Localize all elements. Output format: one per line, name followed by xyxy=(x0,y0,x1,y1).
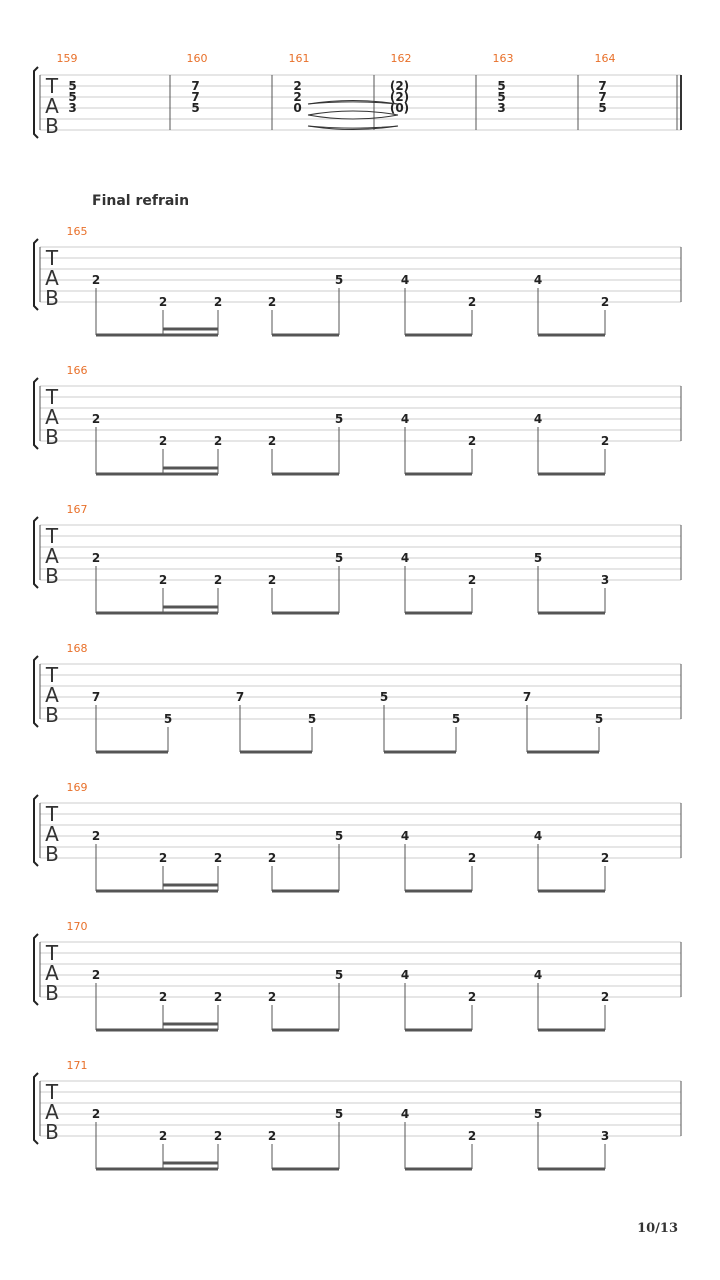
measure-number: 168 xyxy=(66,642,88,655)
fret-number: 2 xyxy=(158,434,168,448)
tab-clef-letter: T xyxy=(45,663,59,687)
tab-clef-letter: A xyxy=(45,822,59,846)
fret-number: 4 xyxy=(400,273,410,287)
fret-number: 5 xyxy=(451,712,461,726)
fret-number: 2 xyxy=(267,434,277,448)
measure-number: 166 xyxy=(66,364,88,377)
fret-number: 2 xyxy=(467,990,477,1004)
fret-number: 5 xyxy=(497,90,506,104)
fret-number: 2 xyxy=(600,295,610,309)
tab-clef-letter: T xyxy=(45,802,59,826)
fret-number: 2 xyxy=(267,851,277,865)
fret-number: 4 xyxy=(533,829,543,843)
fret-number: 5 xyxy=(533,1107,543,1121)
tab-clef-letter: T xyxy=(45,246,59,270)
measure-number: 170 xyxy=(66,920,88,933)
fret-number: 5 xyxy=(334,968,344,982)
measure-number: 171 xyxy=(66,1059,88,1072)
fret-number: 2 xyxy=(293,79,302,93)
tab-clef-letter: A xyxy=(45,544,59,568)
fret-number: 2 xyxy=(600,851,610,865)
fret-number: 3 xyxy=(497,101,506,115)
fret-number: 2 xyxy=(91,551,101,565)
section-label: Final refrain xyxy=(92,193,190,209)
measure-number: 159 xyxy=(56,52,78,65)
fret-number: 2 xyxy=(267,990,277,1004)
fret-number: 5 xyxy=(497,79,506,93)
tab-clef-letter: A xyxy=(45,1100,59,1124)
fret-number: 5 xyxy=(163,712,173,726)
fret-number: 2 xyxy=(91,829,101,843)
tab-clef-letter: T xyxy=(45,74,59,98)
system-bracket xyxy=(34,239,38,310)
tab-clef-letter: B xyxy=(45,286,59,310)
fret-number: 2 xyxy=(213,434,223,448)
fret-number: 7 xyxy=(191,90,200,104)
measure-number: 160 xyxy=(186,52,208,65)
system-bracket xyxy=(34,378,38,449)
fret-number: 2 xyxy=(267,1129,277,1143)
fret-number: 4 xyxy=(400,1107,410,1121)
fret-number: 2 xyxy=(213,851,223,865)
fret-number: 2 xyxy=(213,295,223,309)
fret-number: 2 xyxy=(213,573,223,587)
tab-clef-letter: T xyxy=(45,1080,59,1104)
system-bracket xyxy=(34,934,38,1005)
tab-clef-letter: B xyxy=(45,842,59,866)
fret-number: 3 xyxy=(68,101,77,115)
tab-clef-letter: A xyxy=(45,405,59,429)
fret-number: 2 xyxy=(213,1129,223,1143)
tab-clef-letter: A xyxy=(45,961,59,985)
fret-number: 5 xyxy=(594,712,604,726)
tab-clef-letter: B xyxy=(45,114,59,138)
tie-curve xyxy=(308,111,398,115)
fret-number: 2 xyxy=(91,412,101,426)
fret-number: 2 xyxy=(91,968,101,982)
tie-curve xyxy=(308,115,398,119)
measure-number: 161 xyxy=(288,52,310,65)
fret-number: 5 xyxy=(191,101,200,115)
fret-number: 5 xyxy=(68,79,77,93)
fret-number: 2 xyxy=(213,990,223,1004)
fret-number: 2 xyxy=(600,990,610,1004)
fret-number: 7 xyxy=(91,690,101,704)
fret-number: 2 xyxy=(158,1129,168,1143)
fret-number: (2) xyxy=(389,90,410,104)
fret-number: 7 xyxy=(235,690,245,704)
fret-number: 7 xyxy=(191,79,200,93)
tab-clef-letter: T xyxy=(45,385,59,409)
fret-number: 5 xyxy=(307,712,317,726)
fret-number: 4 xyxy=(533,273,543,287)
fret-number: 2 xyxy=(267,573,277,587)
fret-number: 5 xyxy=(533,551,543,565)
fret-number: 2 xyxy=(467,1129,477,1143)
measure-number: 167 xyxy=(66,503,88,516)
fret-number: 4 xyxy=(533,412,543,426)
fret-number: 4 xyxy=(400,412,410,426)
tab-clef-letter: A xyxy=(45,266,59,290)
tab-clef-letter: B xyxy=(45,564,59,588)
measure-number: 163 xyxy=(492,52,514,65)
fret-number: 4 xyxy=(533,968,543,982)
fret-number: 2 xyxy=(600,434,610,448)
fret-number: 5 xyxy=(334,1107,344,1121)
system-bracket xyxy=(34,67,38,138)
fret-number: 2 xyxy=(158,990,168,1004)
fret-number: 3 xyxy=(600,573,610,587)
tab-clef-letter: B xyxy=(45,703,59,727)
fret-number: 2 xyxy=(91,1107,101,1121)
fret-number: 2 xyxy=(467,295,477,309)
fret-number: 5 xyxy=(334,551,344,565)
tab-clef-letter: B xyxy=(45,981,59,1005)
fret-number: 3 xyxy=(600,1129,610,1143)
measure-number: 164 xyxy=(594,52,616,65)
fret-number: (0) xyxy=(389,101,410,115)
system-bracket xyxy=(34,517,38,588)
page-number: 10/13 xyxy=(637,1221,678,1236)
system-bracket xyxy=(34,795,38,866)
fret-number: 2 xyxy=(267,295,277,309)
system-bracket xyxy=(34,1073,38,1144)
measure-number: 169 xyxy=(66,781,88,794)
tab-clef-letter: A xyxy=(45,683,59,707)
fret-number: 7 xyxy=(598,90,607,104)
fret-number: 2 xyxy=(158,295,168,309)
tab-clef-letter: B xyxy=(45,425,59,449)
fret-number: 4 xyxy=(400,829,410,843)
fret-number: 7 xyxy=(522,690,532,704)
fret-number: 7 xyxy=(598,79,607,93)
measure-number: 165 xyxy=(66,225,88,238)
fret-number: 5 xyxy=(334,829,344,843)
fret-number: 5 xyxy=(68,90,77,104)
tab-clef-letter: T xyxy=(45,941,59,965)
fret-number: 5 xyxy=(598,101,607,115)
tab-clef-letter: A xyxy=(45,94,59,118)
tab-clef-letter: B xyxy=(45,1120,59,1144)
fret-number: 5 xyxy=(379,690,389,704)
fret-number: 4 xyxy=(400,968,410,982)
measure-number: 162 xyxy=(390,52,412,65)
fret-number: 0 xyxy=(293,101,302,115)
system-bracket xyxy=(34,656,38,727)
fret-number: (2) xyxy=(389,79,410,93)
fret-number: 2 xyxy=(293,90,302,104)
tab-clef-letter: T xyxy=(45,524,59,548)
fret-number: 2 xyxy=(158,573,168,587)
fret-number: 2 xyxy=(91,273,101,287)
fret-number: 2 xyxy=(467,851,477,865)
fret-number: 2 xyxy=(467,573,477,587)
fret-number: 2 xyxy=(467,434,477,448)
fret-number: 5 xyxy=(334,273,344,287)
fret-number: 4 xyxy=(400,551,410,565)
fret-number: 5 xyxy=(334,412,344,426)
fret-number: 2 xyxy=(158,851,168,865)
